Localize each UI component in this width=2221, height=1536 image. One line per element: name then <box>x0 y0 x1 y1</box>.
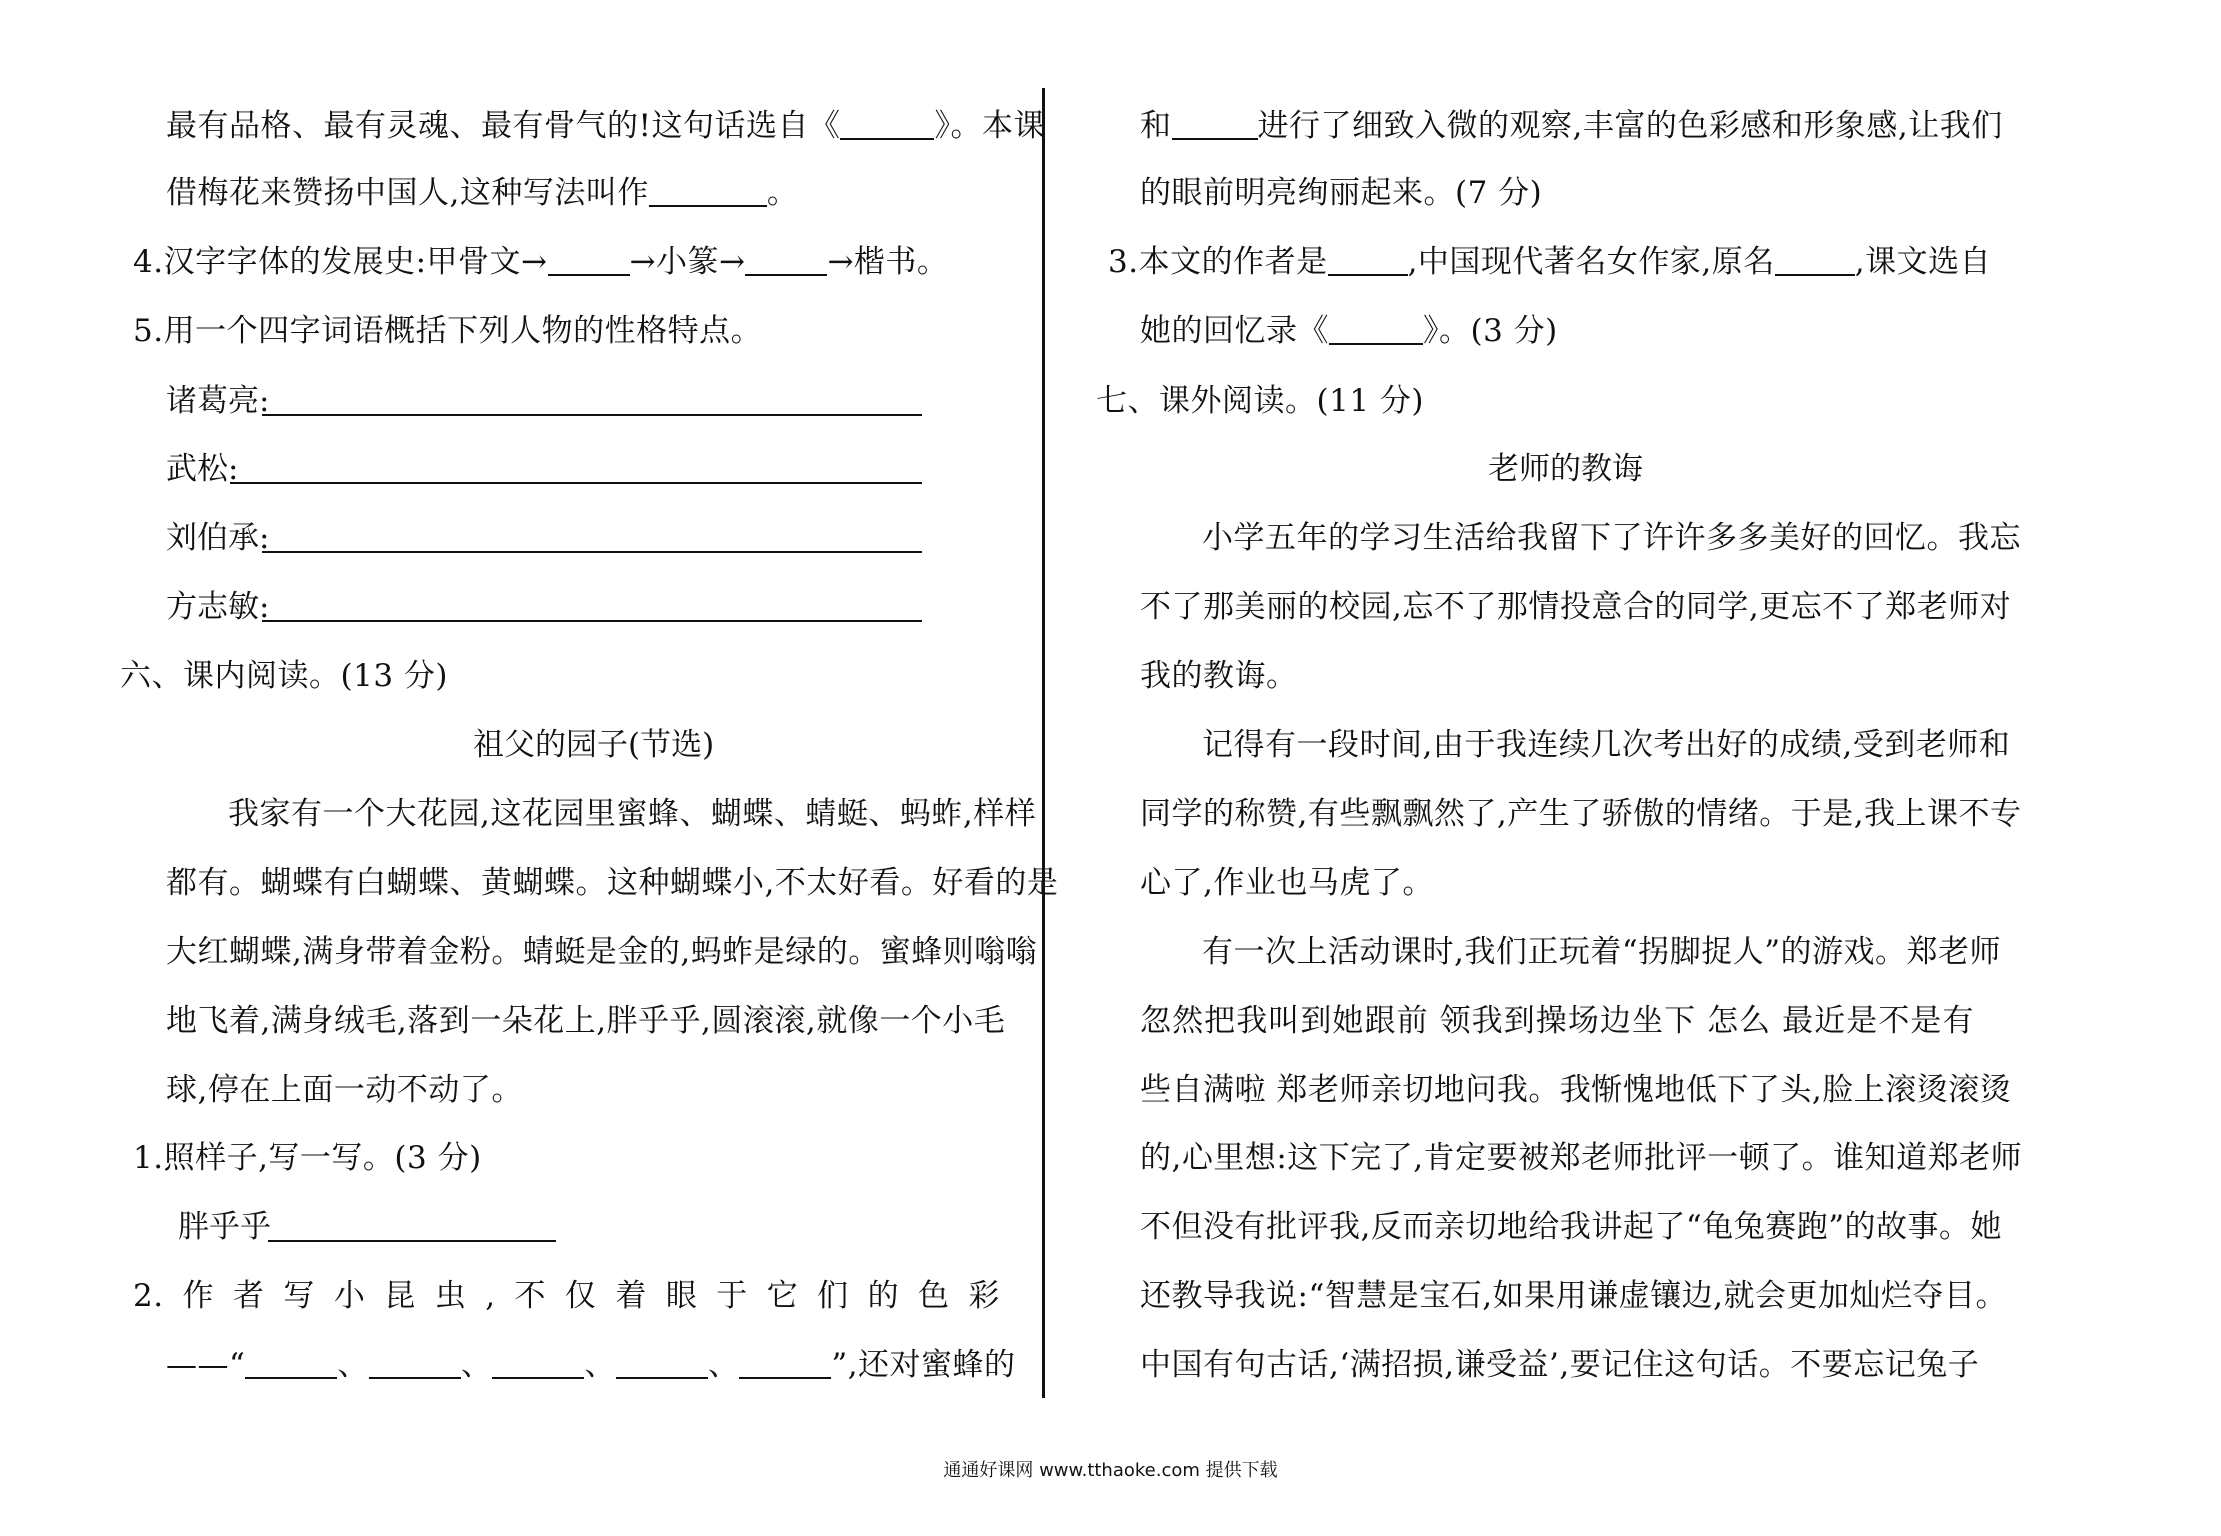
question-5: 5.用一个四字词语概括下列人物的性格特点。 <box>133 313 763 349</box>
field-label-wusong: 武松: <box>166 451 239 487</box>
blank[interactable] <box>1329 313 1423 345</box>
right-line-2: 的眼前明亮绚丽起来。(7 分) <box>1140 175 1543 211</box>
right-line-4: 她的回忆录《 》。(3 分) <box>1140 313 1558 349</box>
blank[interactable] <box>492 1347 584 1379</box>
right-passage-line-9: 些自满啦 郑老师亲切地问我。我惭愧地低下了头,脸上滚烫滚烫 <box>1140 1072 2012 1108</box>
answer-line-wusong[interactable] <box>230 482 922 484</box>
passage-title-right: 老师的教诲 <box>1488 451 1643 487</box>
right-line-1: 和 进行了细致入微的观察,丰富的色彩感和形象感,让我们 <box>1140 108 2003 144</box>
section-6-heading: 六、课内阅读。(13 分) <box>120 658 448 694</box>
left-passage-line-4: 地飞着,满身绒毛,落到一朵花上,胖乎乎,圆滚滚,就像一个小毛 <box>166 1003 1006 1039</box>
right-passage-line-13: 中国有句古话,‘满招损,谦受益’,要记住这句话。不要忘记兔子 <box>1140 1347 1980 1383</box>
field-label-zhugeliang: 诸葛亮: <box>166 383 270 419</box>
blank[interactable] <box>745 244 827 276</box>
question-2-line-1: 2.作者写小昆虫,不仅着眼于它们的色彩 <box>133 1278 1000 1314</box>
footer-credit: 通通好课网 www.tthaoke.com 提供下载 <box>943 1460 1278 1481</box>
answer-line-zhugeliang[interactable] <box>262 414 922 416</box>
right-question-3: 3.本文的作者是 ,中国现代著名女作家,原名 ,课文选自 <box>1108 244 1992 280</box>
right-passage-line-3: 我的教诲。 <box>1140 658 1298 694</box>
blank[interactable] <box>616 1347 708 1379</box>
right-passage-line-7: 有一次上活动课时,我们正玩着“拐脚捉人”的游戏。郑老师 <box>1202 934 2002 970</box>
field-label-fangzhimin: 方志敏: <box>166 589 270 625</box>
question-2-line-2: ——“ 、 、 、 、 ”,还对蜜蜂的 <box>166 1347 1016 1383</box>
answer-line-fangzhimin[interactable] <box>262 620 922 622</box>
right-passage-line-4: 记得有一段时间,由于我连续几次考出好的成绩,受到老师和 <box>1202 727 2011 763</box>
blank[interactable] <box>1775 244 1855 276</box>
right-passage-line-11: 不但没有批评我,反而亲切地给我讲起了“龟兔赛跑”的故事。她 <box>1140 1209 2003 1245</box>
left-line-2: 借梅花来赞扬中国人,这种写法叫作 。 <box>166 175 799 211</box>
answer-line-example[interactable] <box>268 1240 556 1242</box>
blank[interactable] <box>245 1347 337 1379</box>
field-label-liubocheng: 刘伯承: <box>166 520 270 556</box>
blank[interactable] <box>548 244 630 276</box>
blank[interactable] <box>1328 244 1408 276</box>
right-passage-line-2: 不了那美丽的校园,忘不了那情投意合的同学,更忘不了郑老师对 <box>1140 589 2012 625</box>
left-passage-line-1: 我家有一个大花园,这花园里蜜蜂、蝴蝶、蜻蜓、蚂蚱,样样 <box>228 796 1037 832</box>
question-4: 4.汉字字体的发展史:甲骨文→ →小篆→ →楷书。 <box>133 244 949 280</box>
passage-title-left: 祖父的园子(节选) <box>473 727 715 763</box>
example-word: 胖乎乎 <box>178 1209 271 1245</box>
right-passage-line-10: 的,心里想:这下完了,肯定要被郑老师批评一顿了。谁知道郑老师 <box>1140 1140 2023 1176</box>
blank[interactable] <box>369 1347 461 1379</box>
blank[interactable] <box>649 175 767 207</box>
section-7-heading: 七、课外阅读。(11 分) <box>1096 383 1424 419</box>
blank[interactable] <box>1172 108 1258 140</box>
left-line-1: 最有品格、最有灵魂、最有骨气的!这句话选自《 》。本课 <box>166 108 1045 144</box>
right-passage-line-5: 同学的称赞,有些飘飘然了,产生了骄傲的情绪。于是,我上课不专 <box>1140 796 2022 832</box>
answer-line-liubocheng[interactable] <box>262 551 922 553</box>
question-1: 1.照样子,写一写。(3 分) <box>133 1140 482 1176</box>
column-divider <box>1042 88 1045 1398</box>
right-passage-line-8: 忽然把我叫到她跟前 领我到操场边坐下 怎么 最近是不是有 <box>1140 1003 1974 1039</box>
right-passage-line-12: 还教导我说:“智慧是宝石,如果用谦虚镶边,就会更加灿烂夺目。 <box>1140 1278 2007 1314</box>
blank[interactable] <box>840 108 934 140</box>
right-passage-line-6: 心了,作业也马虎了。 <box>1140 865 1434 901</box>
right-passage-line-1: 小学五年的学习生活给我留下了许许多多美好的回忆。我忘 <box>1202 520 2021 556</box>
left-passage-line-2: 都有。蝴蝶有白蝴蝶、黄蝴蝶。这种蝴蝶小,不太好看。好看的是 <box>166 865 1059 901</box>
left-passage-line-3: 大红蝴蝶,满身带着金粉。蜻蜓是金的,蚂蚱是绿的。蜜蜂则嗡嗡 <box>166 934 1038 970</box>
blank[interactable] <box>739 1347 831 1379</box>
left-passage-line-5: 球,停在上面一动不动了。 <box>166 1072 523 1108</box>
